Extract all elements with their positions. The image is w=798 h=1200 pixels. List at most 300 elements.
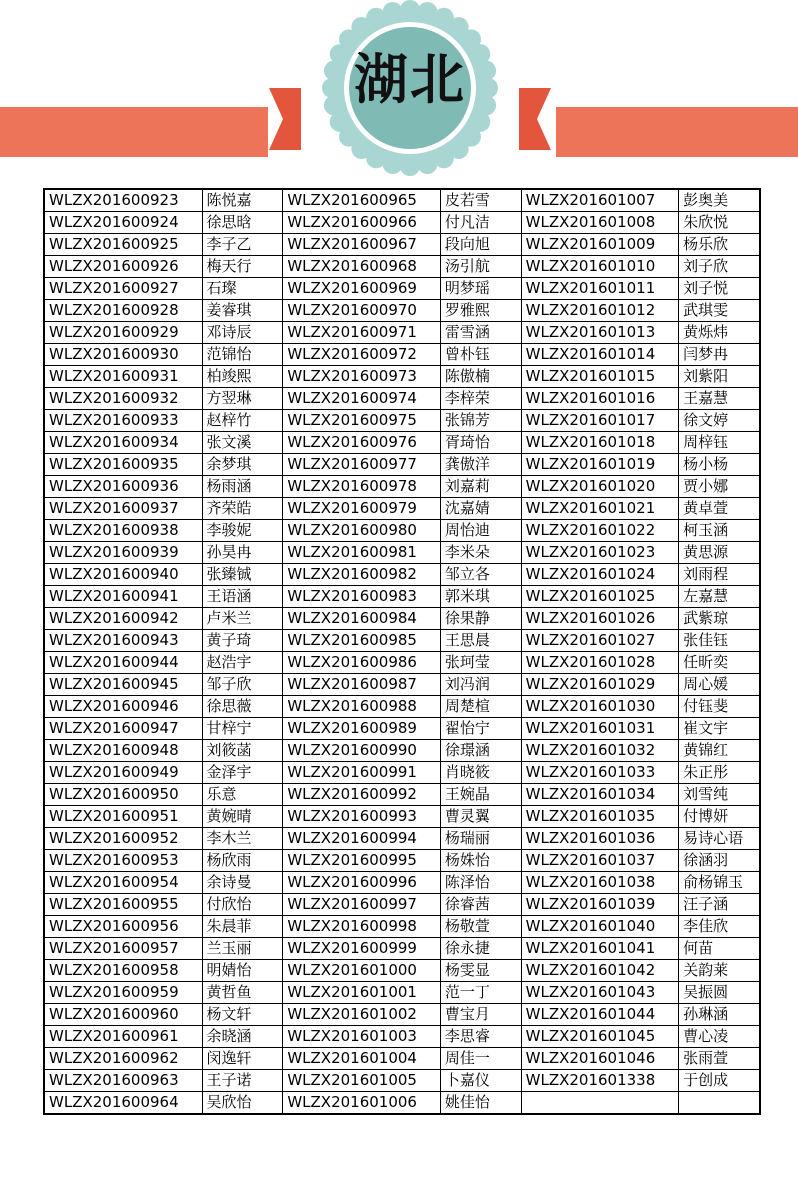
student-name-cell: 沈嘉婧 [440,498,521,520]
student-id-cell: WLZX201601030 [521,696,678,718]
student-id-cell: WLZX201601023 [521,542,678,564]
student-id-cell: WLZX201600938 [44,520,202,542]
student-id-cell: WLZX201601036 [521,828,678,850]
student-name-cell: 邹立各 [440,564,521,586]
student-name-cell: 黄子琦 [202,630,283,652]
student-id-cell: WLZX201600949 [44,762,202,784]
table-row [44,1026,760,1048]
student-id-cell: WLZX201600930 [44,344,202,366]
student-name-cell: 李梓荣 [440,388,521,410]
student-id-cell: WLZX201601009 [521,234,678,256]
student-id-cell: WLZX201600962 [44,1048,202,1070]
table-row [44,388,760,410]
table-row [44,520,760,542]
student-id-cell: WLZX201600956 [44,916,202,938]
student-id-cell: WLZX201600966 [283,212,440,234]
student-id-cell: WLZX201600943 [44,630,202,652]
table-row [44,916,760,938]
student-name-cell: 张雨萱 [679,1048,760,1070]
student-name-cell: 徐思晗 [202,212,283,234]
student-id-cell: WLZX201600995 [283,850,440,872]
student-name-cell: 刘紫阳 [679,366,760,388]
student-id-cell: WLZX201600941 [44,586,202,608]
student-id-cell: WLZX201601033 [521,762,678,784]
student-id-cell: WLZX201601022 [521,520,678,542]
student-name-cell: 武琪雯 [679,300,760,322]
student-name-cell: 杨瑞丽 [440,828,521,850]
student-name-cell: 杨雯显 [440,960,521,982]
student-id-cell: WLZX201601035 [521,806,678,828]
student-id-cell: WLZX201600991 [283,762,440,784]
student-id-cell: WLZX201600967 [283,234,440,256]
table-row [44,828,760,850]
student-id-cell: WLZX201601015 [521,366,678,388]
student-name-cell: 姚佳怡 [440,1092,521,1115]
student-name-cell: 刘嘉莉 [440,476,521,498]
student-name-cell: 杨乐欣 [679,234,760,256]
student-name-cell: 翟怡宁 [440,718,521,740]
student-name-cell: 曾朴钰 [440,344,521,366]
student-id-cell: WLZX201601044 [521,1004,678,1026]
student-id-cell: WLZX201601040 [521,916,678,938]
student-name-cell: 范锦怡 [202,344,283,366]
table-row [44,850,760,872]
student-id-cell: WLZX201600948 [44,740,202,762]
student-id-cell: WLZX201600947 [44,718,202,740]
student-name-cell: 黄思源 [679,542,760,564]
student-name-cell: 周梓钰 [679,432,760,454]
student-id-cell [521,1092,678,1115]
student-id-cell: WLZX201600982 [283,564,440,586]
table-row [44,410,760,432]
student-id-cell: WLZX201601034 [521,784,678,806]
student-id-cell: WLZX201600986 [283,652,440,674]
student-id-cell: WLZX201601025 [521,586,678,608]
student-name-cell: 梅天行 [202,256,283,278]
student-id-cell: WLZX201600989 [283,718,440,740]
student-name-cell: 周佳一 [440,1048,521,1070]
student-name-cell: 邹子欣 [202,674,283,696]
table-row [44,476,760,498]
table-row [44,762,760,784]
student-id-cell: WLZX201601031 [521,718,678,740]
table-row [44,982,760,1004]
student-name-cell: 雷雪涵 [440,322,521,344]
student-id-cell: WLZX201600979 [283,498,440,520]
student-name-cell: 付凡洁 [440,212,521,234]
student-name-cell: 付博妍 [679,806,760,828]
title-badge [259,0,561,180]
student-id-cell: WLZX201600925 [44,234,202,256]
student-id-cell: WLZX201600968 [283,256,440,278]
student-name-cell: 吴欣怡 [202,1092,283,1115]
table-row [44,586,760,608]
student-id-cell: WLZX201600933 [44,410,202,432]
student-id-cell: WLZX201601001 [283,982,440,1004]
student-id-cell: WLZX201600984 [283,608,440,630]
student-id-cell: WLZX201600926 [44,256,202,278]
table-row [44,278,760,300]
student-name-cell: 黄卓萱 [679,498,760,520]
student-name-cell: 余晓涵 [202,1026,283,1048]
student-name-cell: 甘梓宁 [202,718,283,740]
student-id-cell: WLZX201600953 [44,850,202,872]
table-row [44,344,760,366]
student-name-cell: 徐永捷 [440,938,521,960]
student-name-cell: 卜嘉仪 [440,1070,521,1092]
table-row [44,1070,760,1092]
student-id-cell: WLZX201600998 [283,916,440,938]
table-row [44,189,760,212]
student-id-cell: WLZX201601046 [521,1048,678,1070]
student-id-cell: WLZX201601010 [521,256,678,278]
student-name-cell: 闫梦冉 [679,344,760,366]
student-id-cell: WLZX201600981 [283,542,440,564]
student-id-cell: WLZX201600954 [44,872,202,894]
student-name-cell [679,1092,760,1115]
student-name-cell: 周心媛 [679,674,760,696]
student-id-cell: WLZX201601020 [521,476,678,498]
student-id-cell: WLZX201600983 [283,586,440,608]
table-row [44,542,760,564]
student-id-cell: WLZX201601042 [521,960,678,982]
student-id-cell: WLZX201600963 [44,1070,202,1092]
student-id-cell: WLZX201600993 [283,806,440,828]
student-id-cell: WLZX201601000 [283,960,440,982]
student-id-cell: WLZX201600971 [283,322,440,344]
student-name-cell: 陈悦嘉 [202,189,283,212]
student-id-cell: WLZX201601019 [521,454,678,476]
student-name-cell: 王嘉慧 [679,388,760,410]
student-id-cell: WLZX201600942 [44,608,202,630]
student-name-cell: 左嘉慧 [679,586,760,608]
student-id-cell: WLZX201600990 [283,740,440,762]
student-name-cell: 姜睿琪 [202,300,283,322]
student-id-cell: WLZX201600944 [44,652,202,674]
student-name-cell: 齐荣皓 [202,498,283,520]
student-id-cell: WLZX201600929 [44,322,202,344]
table-row [44,498,760,520]
student-name-cell: 刘冯润 [440,674,521,696]
student-id-cell: WLZX201601017 [521,410,678,432]
student-id-cell: WLZX201601003 [283,1026,440,1048]
student-name-cell: 杨姝怡 [440,850,521,872]
student-name-cell: 周怡迪 [440,520,521,542]
student-name-cell: 黄哲鱼 [202,982,283,1004]
roster-table [43,188,761,1115]
student-name-cell: 徐涵羽 [679,850,760,872]
student-id-cell: WLZX201600959 [44,982,202,1004]
student-name-cell: 王婉晶 [440,784,521,806]
student-name-cell: 闵逸轩 [202,1048,283,1070]
student-id-cell: WLZX201601027 [521,630,678,652]
student-name-cell: 俞杨锦玉 [679,872,760,894]
student-name-cell: 杨文轩 [202,1004,283,1026]
student-id-cell: WLZX201601005 [283,1070,440,1092]
student-name-cell: 张臻铖 [202,564,283,586]
student-name-cell: 皮若雪 [440,189,521,212]
student-id-cell: WLZX201601029 [521,674,678,696]
student-id-cell: WLZX201600977 [283,454,440,476]
table-row [44,784,760,806]
student-id-cell: WLZX201600960 [44,1004,202,1026]
student-id-cell: WLZX201600939 [44,542,202,564]
table-row [44,674,760,696]
student-id-cell: WLZX201600996 [283,872,440,894]
student-name-cell: 任昕奕 [679,652,760,674]
student-id-cell: WLZX201601002 [283,1004,440,1026]
student-id-cell: WLZX201600972 [283,344,440,366]
student-id-cell: WLZX201600980 [283,520,440,542]
student-id-cell: WLZX201600994 [283,828,440,850]
student-name-cell: 曹宝月 [440,1004,521,1026]
student-id-cell: WLZX201601013 [521,322,678,344]
student-id-cell: WLZX201601039 [521,894,678,916]
table-row [44,256,760,278]
student-id-cell: WLZX201600976 [283,432,440,454]
student-name-cell: 朱正彤 [679,762,760,784]
student-name-cell: 汤引航 [440,256,521,278]
student-id-cell: WLZX201600934 [44,432,202,454]
ribbon-left [0,107,268,157]
student-name-cell: 方翌琳 [202,388,283,410]
student-name-cell: 王语涵 [202,586,283,608]
student-name-cell: 李木兰 [202,828,283,850]
table-row [44,652,760,674]
student-name-cell: 明梦瑶 [440,278,521,300]
student-name-cell: 彭奥美 [679,189,760,212]
student-id-cell: WLZX201601045 [521,1026,678,1048]
table-row [44,234,760,256]
student-name-cell: 武紫琼 [679,608,760,630]
student-name-cell: 徐果静 [440,608,521,630]
student-name-cell: 曹灵翼 [440,806,521,828]
student-id-cell: WLZX201600978 [283,476,440,498]
student-name-cell: 明婧怡 [202,960,283,982]
student-name-cell: 刘筱菡 [202,740,283,762]
student-id-cell: WLZX201600975 [283,410,440,432]
table-row [44,872,760,894]
student-id-cell: WLZX201601028 [521,652,678,674]
student-id-cell: WLZX201600935 [44,454,202,476]
table-row [44,432,760,454]
student-name-cell: 杨小杨 [679,454,760,476]
table-row [44,718,760,740]
student-name-cell: 贾小娜 [679,476,760,498]
student-name-cell: 孙琳涵 [679,1004,760,1026]
table-row [44,806,760,828]
student-id-cell: WLZX201600999 [283,938,440,960]
student-name-cell: 石璨 [202,278,283,300]
student-name-cell: 兰玉丽 [202,938,283,960]
student-name-cell: 赵浩宇 [202,652,283,674]
student-name-cell: 肖晓筱 [440,762,521,784]
student-name-cell: 李思睿 [440,1026,521,1048]
table-row [44,1092,760,1115]
table-row [44,608,760,630]
student-name-cell: 何苗 [679,938,760,960]
student-id-cell: WLZX201601016 [521,388,678,410]
roster-body [44,189,760,1114]
table-row [44,696,760,718]
table-row [44,960,760,982]
student-id-cell: WLZX201601024 [521,564,678,586]
student-id-cell: WLZX201601038 [521,872,678,894]
student-id-cell: WLZX201600936 [44,476,202,498]
student-id-cell: WLZX201600924 [44,212,202,234]
student-name-cell: 柏竣熙 [202,366,283,388]
student-id-cell: WLZX201601008 [521,212,678,234]
student-id-cell: WLZX201600927 [44,278,202,300]
student-name-cell: 赵梓竹 [202,410,283,432]
student-name-cell: 张锦芳 [440,410,521,432]
table-row [44,454,760,476]
student-name-cell: 朱晨菲 [202,916,283,938]
student-name-cell: 刘雨程 [679,564,760,586]
student-name-cell: 陈傲楠 [440,366,521,388]
table-row [44,366,760,388]
table-row [44,564,760,586]
student-name-cell: 王子诺 [202,1070,283,1092]
student-id-cell: WLZX201600997 [283,894,440,916]
student-name-cell: 王思晨 [440,630,521,652]
table-row [44,1004,760,1026]
student-name-cell: 柯玉涵 [679,520,760,542]
student-name-cell: 刘雪纯 [679,784,760,806]
student-id-cell: WLZX201600923 [44,189,202,212]
student-name-cell: 关韵莱 [679,960,760,982]
page-title: 湖北 [354,48,466,111]
student-name-cell: 汪子涵 [679,894,760,916]
student-name-cell: 李米朵 [440,542,521,564]
student-id-cell: WLZX201600958 [44,960,202,982]
student-name-cell: 吴振圆 [679,982,760,1004]
student-id-cell: WLZX201600970 [283,300,440,322]
student-id-cell: WLZX201600969 [283,278,440,300]
table-row [44,212,760,234]
student-id-cell: WLZX201601018 [521,432,678,454]
student-id-cell: WLZX201601004 [283,1048,440,1070]
student-id-cell: WLZX201601032 [521,740,678,762]
student-id-cell: WLZX201600964 [44,1092,202,1115]
student-name-cell: 张文溪 [202,432,283,454]
student-id-cell: WLZX201600937 [44,498,202,520]
student-name-cell: 余诗曼 [202,872,283,894]
student-name-cell: 张珂莹 [440,652,521,674]
student-name-cell: 易诗心语 [679,828,760,850]
student-name-cell: 徐璟涵 [440,740,521,762]
table-row [44,1048,760,1070]
student-id-cell: WLZX201601338 [521,1070,678,1092]
table-row [44,894,760,916]
student-name-cell: 周楚楦 [440,696,521,718]
student-id-cell: WLZX201601021 [521,498,678,520]
student-name-cell: 于创成 [679,1070,760,1092]
table-row [44,322,760,344]
student-name-cell: 李佳欣 [679,916,760,938]
student-id-cell: WLZX201601006 [283,1092,440,1115]
student-name-cell: 杨雨涵 [202,476,283,498]
student-id-cell: WLZX201601012 [521,300,678,322]
student-name-cell: 徐思薇 [202,696,283,718]
student-name-cell: 黄烁炜 [679,322,760,344]
student-id-cell: WLZX201600945 [44,674,202,696]
student-id-cell: WLZX201601014 [521,344,678,366]
student-id-cell: WLZX201600957 [44,938,202,960]
student-id-cell: WLZX201600940 [44,564,202,586]
student-id-cell: WLZX201600946 [44,696,202,718]
ribbon-right [556,107,798,157]
student-id-cell: WLZX201600952 [44,828,202,850]
student-name-cell: 朱欣悦 [679,212,760,234]
student-name-cell: 刘子欣 [679,256,760,278]
student-id-cell: WLZX201600985 [283,630,440,652]
student-name-cell: 黄婉晴 [202,806,283,828]
student-name-cell: 陈泽怡 [440,872,521,894]
student-id-cell: WLZX201600932 [44,388,202,410]
student-name-cell: 胥琦怡 [440,432,521,454]
student-id-cell: WLZX201601011 [521,278,678,300]
student-name-cell: 罗雅熙 [440,300,521,322]
student-id-cell: WLZX201600965 [283,189,440,212]
student-id-cell: WLZX201600961 [44,1026,202,1048]
student-id-cell: WLZX201600955 [44,894,202,916]
student-name-cell: 李骏妮 [202,520,283,542]
student-id-cell: WLZX201601043 [521,982,678,1004]
student-id-cell: WLZX201600931 [44,366,202,388]
table-row [44,630,760,652]
student-id-cell: WLZX201600992 [283,784,440,806]
student-id-cell: WLZX201600973 [283,366,440,388]
student-id-cell: WLZX201600950 [44,784,202,806]
student-id-cell: WLZX201600928 [44,300,202,322]
student-name-cell: 曹心凌 [679,1026,760,1048]
student-name-cell: 金泽宇 [202,762,283,784]
student-name-cell: 龚傲洋 [440,454,521,476]
student-id-cell: WLZX201600974 [283,388,440,410]
student-name-cell: 乐意 [202,784,283,806]
student-id-cell: WLZX201601041 [521,938,678,960]
student-id-cell: WLZX201600988 [283,696,440,718]
student-name-cell: 张佳钰 [679,630,760,652]
student-name-cell: 余梦琪 [202,454,283,476]
table-row [44,740,760,762]
student-id-cell: WLZX201601026 [521,608,678,630]
student-name-cell: 段向旭 [440,234,521,256]
student-name-cell: 郭米琪 [440,586,521,608]
student-name-cell: 徐睿茜 [440,894,521,916]
student-name-cell: 刘子悦 [679,278,760,300]
student-name-cell: 徐文婷 [679,410,760,432]
student-name-cell: 卢米兰 [202,608,283,630]
student-name-cell: 付欣怡 [202,894,283,916]
student-name-cell: 杨敬萱 [440,916,521,938]
student-name-cell: 崔文宇 [679,718,760,740]
student-name-cell: 付钰斐 [679,696,760,718]
student-name-cell: 黄锦红 [679,740,760,762]
table-row [44,300,760,322]
table-row [44,938,760,960]
student-id-cell: WLZX201600987 [283,674,440,696]
student-name-cell: 范一丁 [440,982,521,1004]
header-banner [0,0,798,190]
student-id-cell: WLZX201601037 [521,850,678,872]
student-id-cell: WLZX201601007 [521,189,678,212]
student-name-cell: 杨欣雨 [202,850,283,872]
student-name-cell: 孙昊冉 [202,542,283,564]
student-name-cell: 邓诗辰 [202,322,283,344]
student-name-cell: 李子乙 [202,234,283,256]
